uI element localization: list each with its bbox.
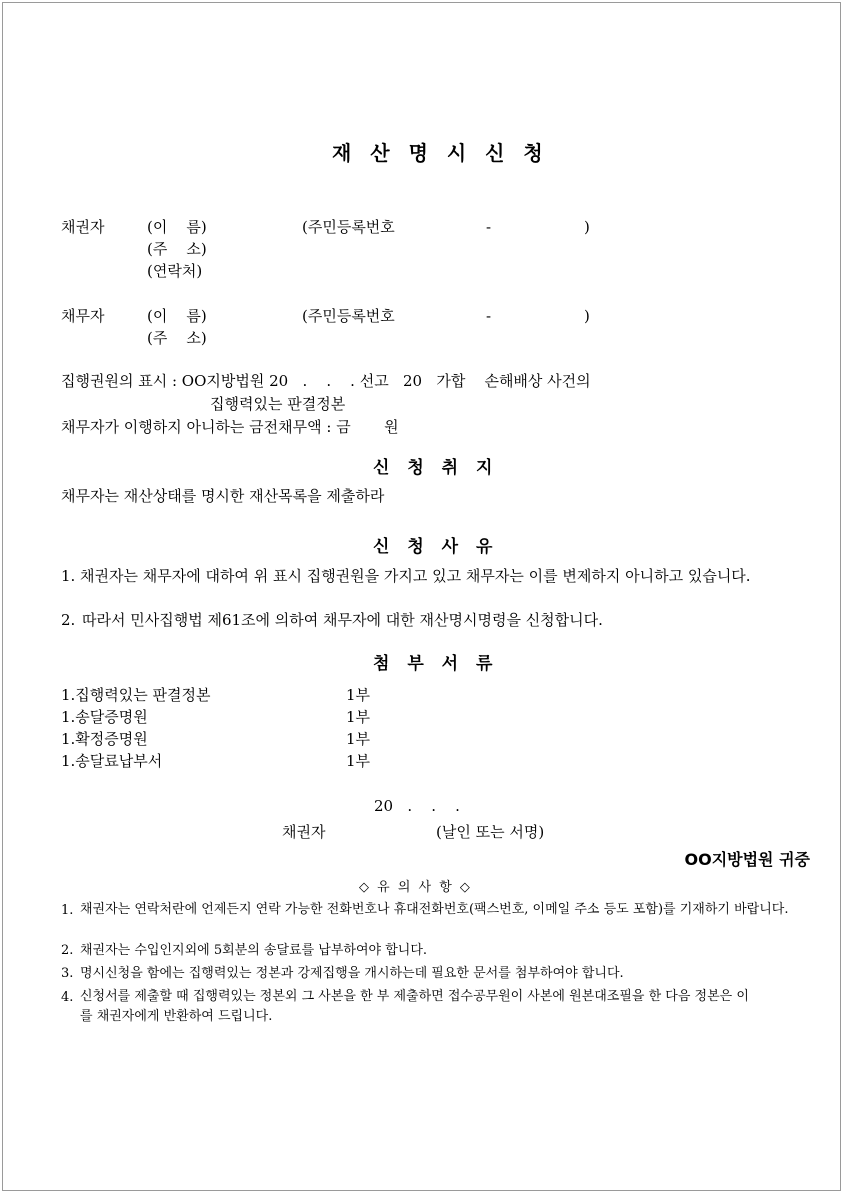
debtor-name-label: (이 름) [147,307,207,325]
purpose-heading: 신 청 취 지 [373,458,499,478]
attachment-name-3: 1.확정증명원 [61,730,148,748]
notice-number-2: 2. [61,943,74,958]
notice-text-4: 신청서를 제출할 때 집행력있는 정본외 그 사본을 한 부 제출하면 접수공무원이 사본에 원본대조필을 한 다음 정본은 이를 채권자에게 반환하여 드립니다. [80,989,749,1024]
attachment-count-1: 1부 [346,686,371,704]
attachment-name-2: 1.송달증명원 [61,708,148,726]
notice-number-1: 1. [61,903,74,918]
creditor-id-dash: - [486,218,492,236]
notice-text-2: 채권자는 수입인지외에 5회분의 송달료를 납부하여야 합니다. [80,943,428,958]
reason-number-2: 2. [61,611,76,629]
signature-label: 채권자 [282,823,326,841]
notice-text-3: 명시신청을 함에는 집행력있는 정본과 강제집행을 개시하는데 필요한 문서를 첨부하여야 합니다. [80,966,624,981]
debtor-id-label: (주민등록번호 [302,307,395,325]
debtor-label: 채무자 [61,307,105,325]
creditor-label: 채권자 [61,218,105,236]
debtor-address-label: (주 소) [147,329,207,347]
execution-title-line2: 집행력있는 판결정본 [210,395,346,413]
creditor-contact-label: (연락처) [147,262,203,280]
date-line: 20 . . . [374,797,460,815]
notice-text-1: 채권자는 연락처란에 언제든지 연락 가능한 전화번호나 휴대전화번호(팩스번호, 이메일 주소 등도 포함)를 기재하기 바랍니다. [80,902,789,917]
notice-number-3: 3. [61,966,74,981]
attachment-count-4: 1부 [346,752,371,770]
unpaid-debt: 채무자가 이행하지 아니하는 금전채무액 : 금 원 [61,418,399,436]
attachment-count-3: 1부 [346,730,371,748]
notice-number-4: 4. [61,990,74,1005]
reason-text-2: 따라서 민사집행법 제61조에 의하여 채무자에 대한 재산명시명령을 신청합니다. [82,611,603,629]
reason-number-1: 1. [61,567,76,585]
debtor-id-close: ) [584,307,590,325]
reason-text-1: 채권자는 채무자에 대하여 위 표시 집행권원을 가지고 있고 채무자는 이를 변제하지 아니하고 있습니다. [80,567,751,585]
attachment-count-2: 1부 [346,708,371,726]
signature-seal-text: (날인 또는 서명) [436,823,545,841]
notice-heading: ◇ 유 의 사 항 ◇ [359,880,472,895]
creditor-name-label: (이 름) [147,218,207,236]
creditor-id-label: (주민등록번호 [302,218,395,236]
court-addressee: OO지방법원 귀중 [684,850,810,869]
attachment-name-4: 1.송달료납부서 [61,752,163,770]
debtor-id-dash: - [486,307,492,325]
page-title: 재 산 명 시 신 청 [332,141,549,165]
attachments-heading: 첨 부 서 류 [373,654,499,674]
creditor-id-close: ) [584,218,590,236]
attachment-name-1: 1.집행력있는 판결정본 [61,686,211,704]
purpose-text: 채무자는 재산상태를 명시한 재산목록을 제출하라 [61,487,385,505]
reasons-heading: 신 청 사 유 [373,537,499,557]
creditor-address-label: (주 소) [147,240,207,258]
execution-title-line1: 집행권원의 표시 : OO지방법원 20 . . . 선고 20 가합 손해배상 사건의 [61,372,591,390]
